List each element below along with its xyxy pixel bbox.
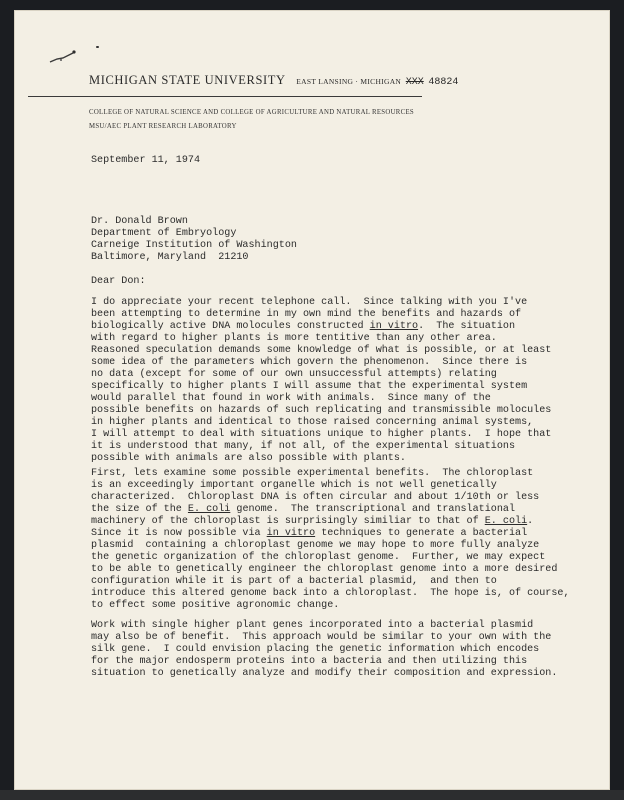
text-line bbox=[91, 632, 557, 644]
letterhead-rule bbox=[28, 96, 422, 97]
text-line bbox=[91, 656, 557, 668]
text-line bbox=[91, 480, 570, 492]
line-text: Reasoned speculation demands some knowledge of what is possible, or at least bbox=[91, 345, 552, 356]
line-text: for the major endosperm proteins into a bacteria and then utilizing this bbox=[91, 656, 528, 667]
text-line bbox=[91, 644, 557, 656]
line-text: it is understood that many, if not all, of the experimental situations bbox=[91, 441, 516, 452]
text-line bbox=[91, 309, 551, 321]
text-line bbox=[91, 297, 551, 309]
line-text: with regard to higher plants is more tentitive than any other area. bbox=[91, 333, 497, 344]
address-line: Carneige Institution of Washington bbox=[91, 240, 297, 251]
text-line bbox=[91, 600, 570, 612]
line-text: would parallel that found in work with animals. Since many of the bbox=[91, 393, 491, 404]
line-text: First, lets examine some possible experimental benefits. The chloroplast bbox=[91, 468, 534, 479]
line-text-rest: genome. The transcriptional and translational bbox=[230, 504, 516, 515]
laboratory-line: MSU/AEC PLANT RESEARCH LABORATORY bbox=[89, 123, 237, 130]
university-name: MICHIGAN STATE UNIVERSITY bbox=[89, 73, 286, 87]
text-line bbox=[91, 516, 570, 528]
letter-date: September 11, 1974 bbox=[91, 155, 201, 166]
text-line bbox=[91, 357, 551, 369]
address-line: Department of Embryology bbox=[91, 228, 237, 239]
text-line bbox=[91, 393, 551, 405]
scan-border bbox=[0, 790, 624, 800]
line-text-rest: . bbox=[527, 516, 534, 527]
line-text: I do appreciate your recent telephone call. Since talking with you I've bbox=[91, 297, 528, 308]
line-text: specifically to higher plants I will assume that the experimental system bbox=[91, 381, 528, 392]
line-text: possible benefits on hazards of such replicating and transmissible molocules bbox=[91, 405, 552, 416]
line-text: Since it is now possible via bbox=[91, 528, 267, 539]
line-text-rest: techniques to generate a bacterial bbox=[315, 528, 528, 539]
text-line bbox=[91, 441, 551, 453]
body-paragraph-3 bbox=[91, 620, 557, 680]
ink-smudge bbox=[49, 49, 79, 65]
text-line bbox=[91, 564, 570, 576]
underlined-term: E. coli bbox=[187, 504, 231, 515]
address-line: Dr. Donald Brown bbox=[91, 216, 188, 227]
text-line bbox=[91, 369, 551, 381]
underlined-term: in vitro bbox=[369, 321, 419, 332]
line-text: situation to genetically analyze and modify their composition and expression. bbox=[91, 668, 558, 679]
text-line bbox=[91, 468, 570, 480]
text-line bbox=[91, 321, 551, 333]
line-text: possible with animals are also possible with plants. bbox=[91, 453, 406, 464]
text-line bbox=[91, 528, 570, 540]
letterhead bbox=[89, 71, 458, 89]
text-line bbox=[91, 333, 551, 345]
text-line bbox=[91, 552, 570, 564]
text-line bbox=[91, 381, 551, 393]
ink-dot bbox=[96, 46, 99, 48]
line-text: Work with single higher plant genes incorporated into a bacterial plasmid bbox=[91, 620, 534, 631]
line-text: some idea of the parameters which govern the phenomenon. Since there is bbox=[91, 357, 528, 368]
text-line bbox=[91, 345, 551, 357]
underlined-term: in vitro bbox=[266, 528, 316, 539]
line-text: plasmid containing a chloroplast genome we may hope to more fully analyze bbox=[91, 540, 540, 551]
line-text: machinery of the chloroplast is surprisingly similiar to that of bbox=[91, 516, 485, 527]
line-text: I will attempt to deal with situations unique to higher plants. I hope that bbox=[91, 429, 552, 440]
line-text: is an exceedingly important organelle which is not well genetically bbox=[91, 480, 497, 491]
salutation: Dear Don: bbox=[91, 276, 146, 287]
recipient-address bbox=[91, 216, 297, 264]
text-line bbox=[91, 588, 570, 600]
line-text-rest: . The situation bbox=[418, 321, 516, 332]
line-text: in higher plants and identical to those raised concerning animal systems, bbox=[91, 417, 534, 428]
text-line bbox=[91, 405, 551, 417]
text-line bbox=[91, 668, 557, 680]
text-line bbox=[91, 417, 551, 429]
body-paragraph-2 bbox=[91, 468, 570, 612]
line-text: to be able to genetically engineer the chloroplast genome into a more desired bbox=[91, 564, 558, 575]
text-line bbox=[91, 620, 557, 632]
line-text: biologically active DNA molocules constructed bbox=[91, 321, 370, 332]
university-location: EAST LANSING · MICHIGAN bbox=[296, 77, 402, 86]
line-text: introduce this altered genome back into a chloroplast. The hope is, of course, bbox=[91, 588, 570, 599]
text-line bbox=[91, 429, 551, 441]
line-text: configuration while it is part of a bacterial plasmid, and then to bbox=[91, 576, 497, 587]
body-paragraph-1 bbox=[91, 297, 551, 465]
line-text: no data (except for some of our own unsuccessful attempts) relating bbox=[91, 369, 497, 380]
zip-struck: XXX bbox=[405, 77, 424, 88]
zip-code: 48824 bbox=[428, 77, 459, 88]
line-text: been attempting to determine in my own mind the benefits and hazards of bbox=[91, 309, 522, 320]
underlined-term: E. coli bbox=[484, 516, 528, 527]
text-line bbox=[91, 453, 551, 465]
line-text: characterized. Chloroplast DNA is often circular and about 1/10th or less bbox=[91, 492, 540, 503]
line-text: silk gene. I could envision placing the genetic information which encodes bbox=[91, 644, 540, 655]
text-line bbox=[91, 492, 570, 504]
college-line: COLLEGE OF NATURAL SCIENCE AND COLLEGE OF AGRICULTURE AND NATURAL RESOURCES bbox=[89, 109, 414, 116]
text-line bbox=[91, 540, 570, 552]
address-line: Baltimore, Maryland 21210 bbox=[91, 252, 249, 263]
line-text: to effect some positive agronomic change. bbox=[91, 600, 340, 611]
line-text: may also be of benefit. This approach would be similar to your own with the bbox=[91, 632, 552, 643]
line-text: the genetic organization of the chloroplast genome. Further, we may expect bbox=[91, 552, 546, 563]
text-line bbox=[91, 504, 570, 516]
text-line bbox=[91, 576, 570, 588]
line-text: the size of the bbox=[91, 504, 188, 515]
